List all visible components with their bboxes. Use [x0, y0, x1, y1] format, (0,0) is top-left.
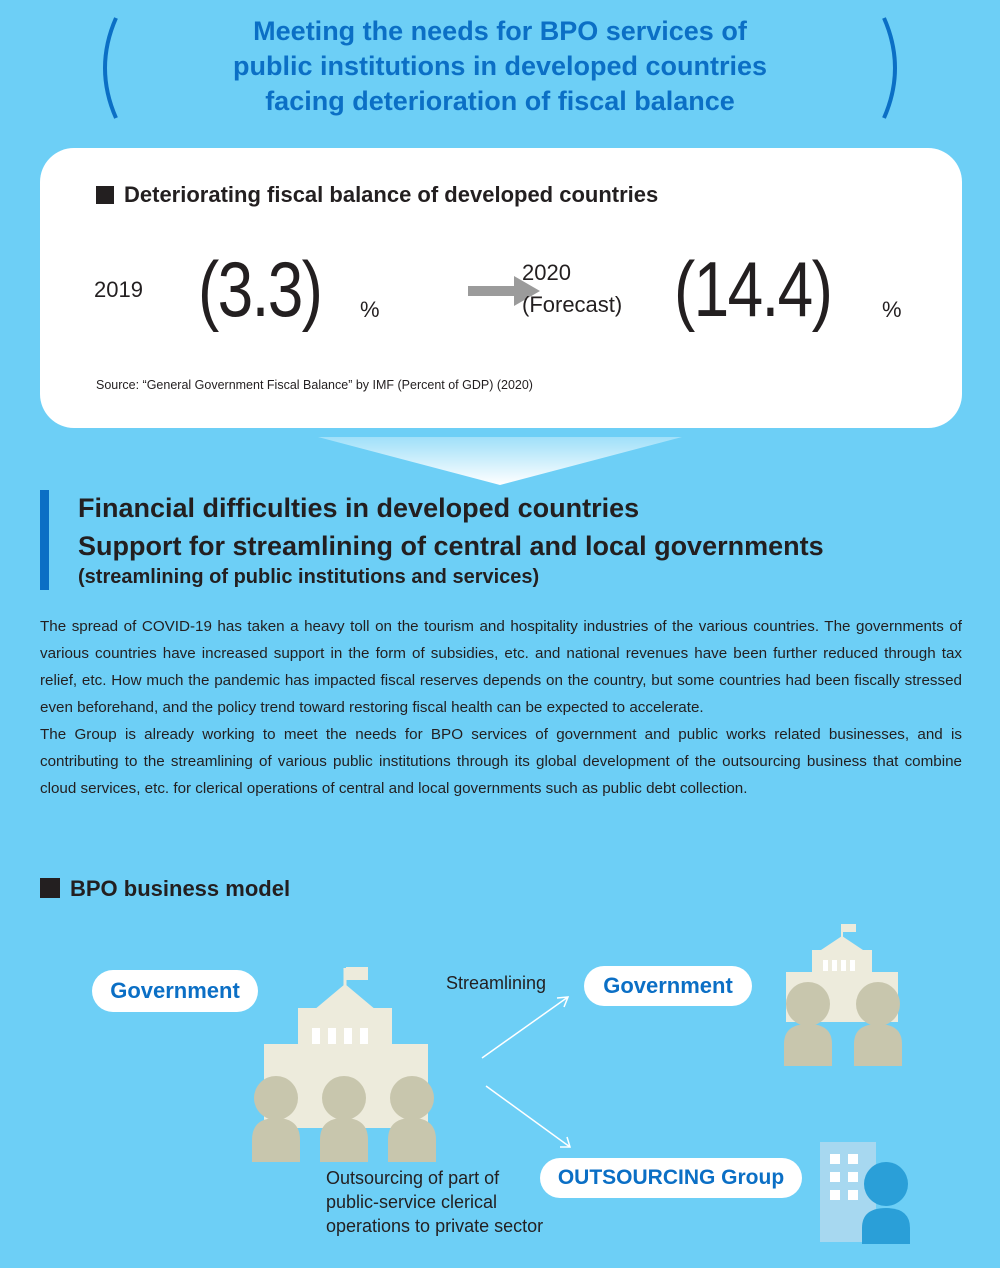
section-subheading: (streamlining of public institutions and services)	[78, 566, 540, 588]
streamlining-label: Streamlining	[446, 973, 547, 993]
government-building-right-icon	[780, 922, 904, 1066]
down-triangle-icon	[318, 437, 682, 485]
body-text	[40, 613, 962, 802]
value-2020: (14.4)	[674, 245, 832, 333]
source-note: Source: “General Government Fiscal Balance” by IMF (Percent of GDP) (2020)	[96, 378, 533, 392]
section-heading-line2: Support for streamlining of central and local governments	[78, 531, 824, 561]
paragraph-1: The spread of COVID-19 has taken a heavy toll on the tourism and hospitality industries of the various countries. The governments of various countries have increased support in the form of subsidies, etc. and national revenues have been further reduced through tax relief, etc. How much the pandemic has impacted fiscal reserves depends on the country, but some countries had been fiscally stressed even beforehand, and the policy trend toward restoring fiscal health can be expected to accelerate.	[40, 618, 962, 716]
right-parenthesis-icon	[878, 16, 908, 120]
outsourcing-label-line1: Outsourcing of part of	[326, 1168, 500, 1188]
government-building-left-icon	[252, 962, 452, 1162]
paragraph-2: The Group is already working to meet the needs for BPO services of government and public works related businesses, and is contributing to the streamlining of various public institutions through its global development of the outsourcing business that combine cloud services, etc. for clerical operations of central and local governments such as public debt collection.	[40, 726, 962, 797]
square-bullet-icon	[96, 186, 114, 204]
value-2019: (3.3)	[198, 245, 322, 333]
left-parenthesis-icon	[92, 16, 122, 120]
government-left-label: Government	[92, 970, 258, 1012]
fiscal-balance-card	[40, 148, 962, 428]
unit-2020: %	[882, 297, 902, 322]
government-right-label: Government	[584, 966, 752, 1006]
outsourcing-label-line3: operations to private sector	[326, 1216, 544, 1236]
year-2020: 2020	[522, 260, 571, 285]
outsourcing-office-icon	[818, 1140, 912, 1244]
square-bullet-icon	[40, 878, 60, 898]
page-title: Meeting the needs for BPO services of public institutions in developed countries facing deterioration of fiscal balance	[232, 16, 768, 116]
section-accent-bar	[40, 490, 49, 590]
outsourcing-label-line2: public-service clerical	[326, 1192, 498, 1212]
forecast-label: (Forecast)	[522, 292, 623, 317]
bpo-heading: BPO business model	[40, 876, 290, 902]
year-2019: 2019	[94, 277, 143, 302]
diagram-arrows	[478, 992, 574, 1152]
outsourcing-group-label: OUTSOURCING Group	[540, 1158, 802, 1198]
card-heading: Deteriorating fiscal balance of developed countries	[96, 182, 658, 208]
section-heading-line1: Financial difficulties in developed countries	[78, 493, 640, 523]
unit-2019: %	[360, 297, 380, 322]
